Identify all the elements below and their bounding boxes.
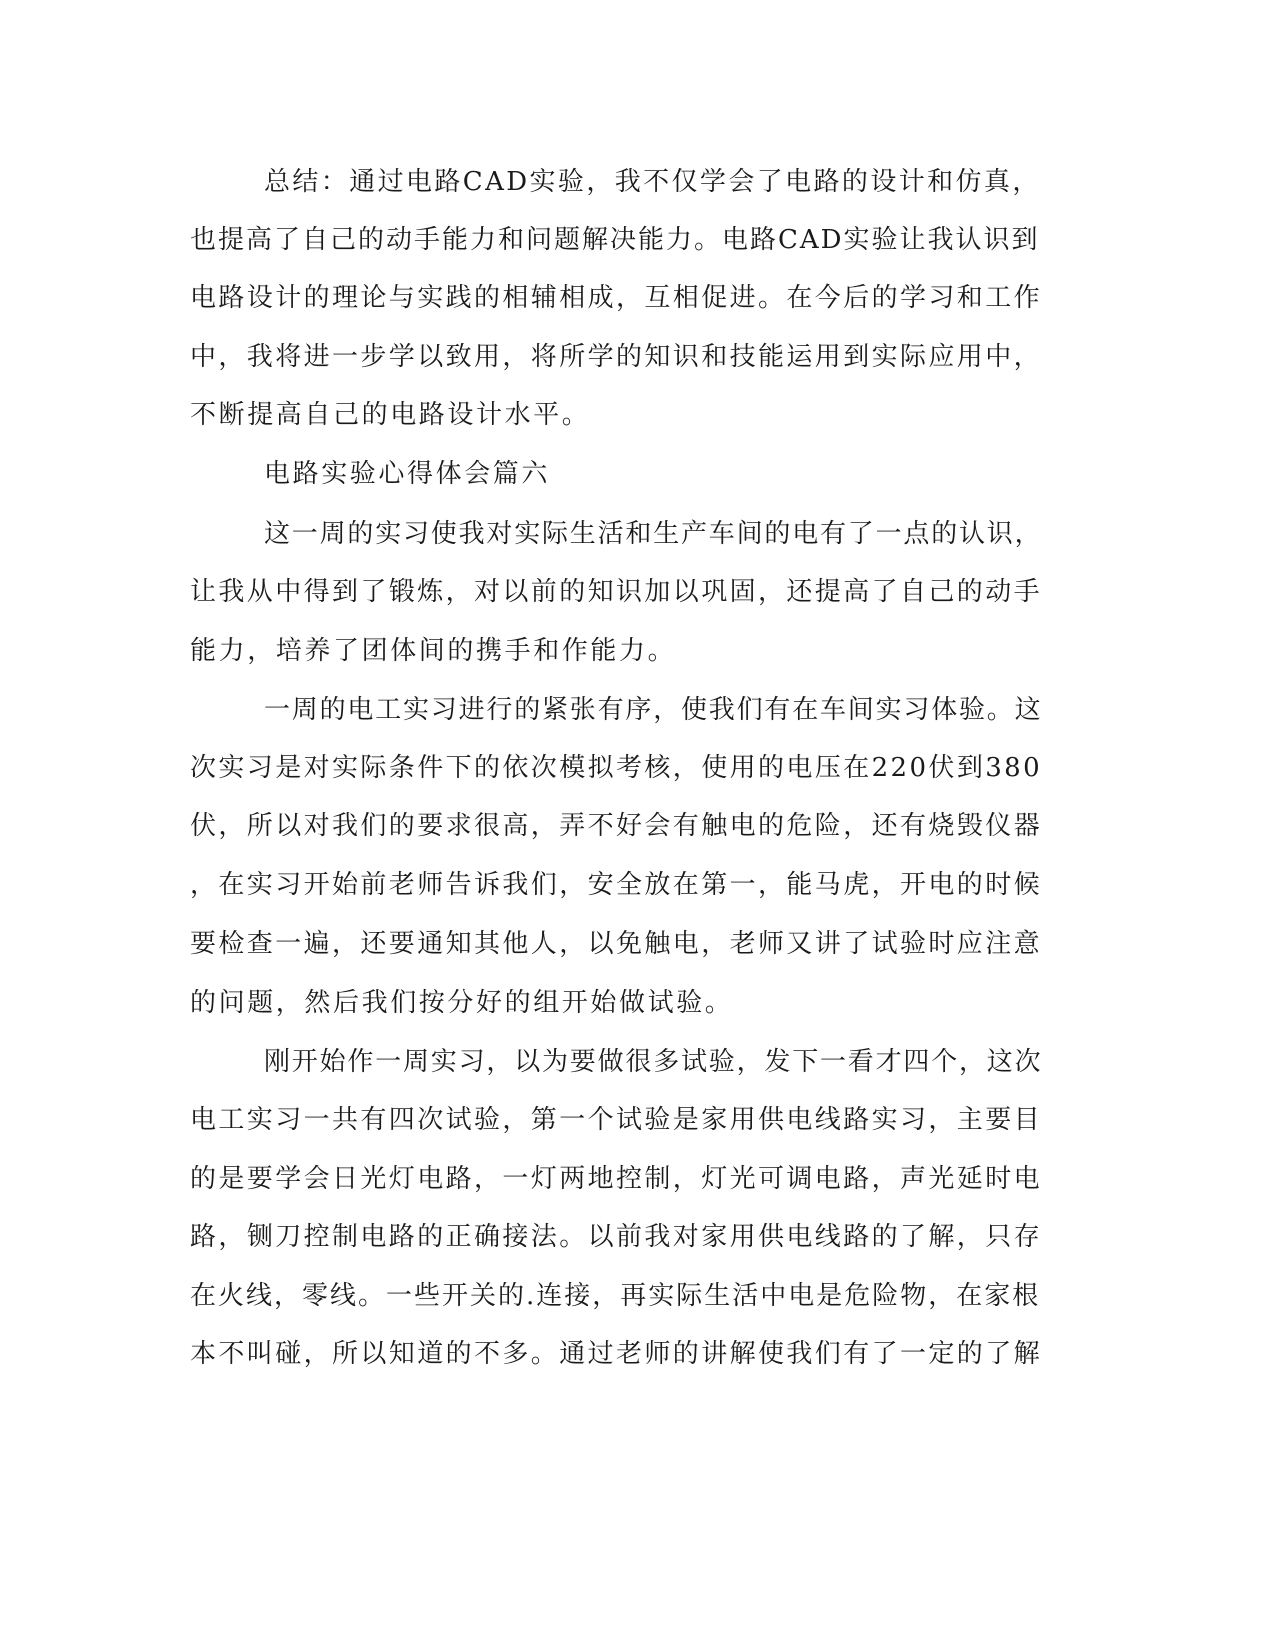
text-line: 次实习是对实际条件下的依次模拟考核，使用的电压在220伏到380 bbox=[190, 753, 1043, 783]
text-line: 也提高了自己的动手能力和问题解决能力。电路CAD实验让我认识到 bbox=[190, 225, 1040, 255]
text-line: 在火线，零线。一些开关的.连接，再实际生活中电是危险物，在家根 bbox=[190, 1281, 1041, 1311]
text-line: 的是要学会日光灯电路，一灯两地控制，灯光可调电路，声光延时电 bbox=[190, 1164, 1043, 1194]
text-line: 的问题，然后我们按分好的组开始做试验。 bbox=[190, 988, 734, 1018]
text-line: 总结：通过电路CAD实验，我不仅学会了电路的设计和仿真， bbox=[264, 167, 1041, 197]
text-line: 这一周的实习使我对实际生活和生产车间的电有了一点的认识， bbox=[264, 519, 1043, 549]
text-line: 伏，所以对我们的要求很高，弄不好会有触电的危险，还有烧毁仪器 bbox=[190, 811, 1043, 841]
text-line: ，在实习开始前老师告诉我们，安全放在第一，能马虎，开电的时候 bbox=[190, 870, 1043, 900]
text-line: 电工实习一共有四次试验，第一个试验是家用供电线路实习，主要目 bbox=[190, 1105, 1043, 1135]
text-line: 本不叫碰，所以知道的不多。通过老师的讲解使我们有了一定的了解 bbox=[190, 1339, 1043, 1369]
text-line: 一周的电工实习进行的紧张有序，使我们有在车间实习体验。这 bbox=[264, 695, 1043, 725]
text-line: 路，铡刀控制电路的正确接法。以前我对家用供电线路的了解，只存 bbox=[190, 1222, 1043, 1252]
text-line: 要检查一遍，还要通知其他人，以免触电，老师又讲了试验时应注意 bbox=[190, 929, 1043, 959]
text-line: 中，我将进一步学以致用，将所学的知识和技能运用到实际应用中， bbox=[190, 342, 1043, 372]
text-line: 刚开始作一周实习，以为要做很多试验，发下一看才四个，这次 bbox=[264, 1047, 1043, 1077]
text-line: 让我从中得到了锻炼，对以前的知识加以巩固，还提高了自己的动手 bbox=[190, 577, 1043, 607]
text-line: 电路设计的理论与实践的相辅相成，互相促进。在今后的学习和工作 bbox=[190, 283, 1043, 313]
text-line: 能力，培养了团体间的携手和作能力。 bbox=[190, 636, 677, 666]
text-line: 不断提高自己的电路设计水平。 bbox=[190, 400, 591, 430]
section-heading: 电路实验心得体会篇六 bbox=[264, 459, 551, 489]
